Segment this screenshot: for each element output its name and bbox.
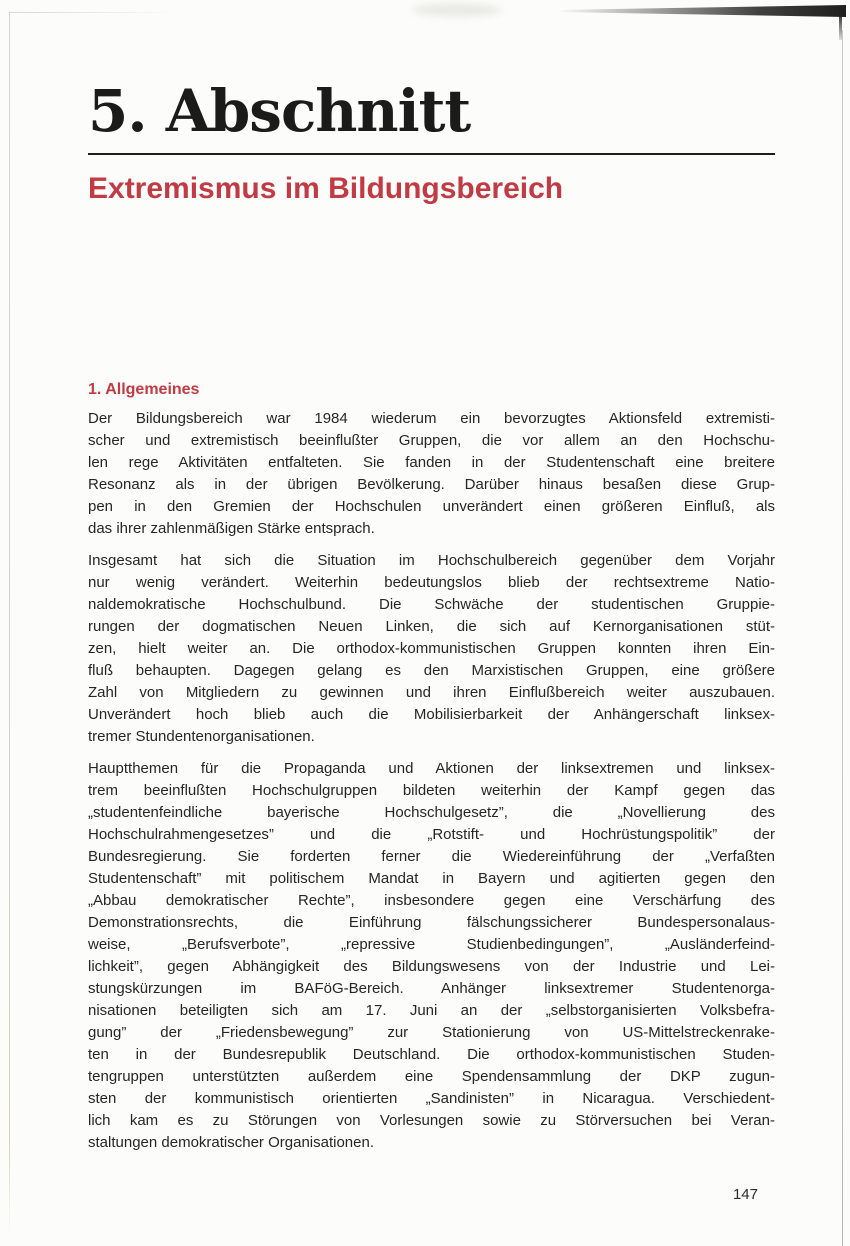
text-line: gung” der „Friedensbewegung” zur Stationierung von US-Mittelstreckenrake- <box>88 1024 775 1041</box>
text-line: sten der kommunistisch orientierten „Sandinisten” in Nicaragua. Verschiedent- <box>88 1090 775 1107</box>
text-line: Demonstrationsrechts, die Einführung fälschungssicherer Bundespersonalaus- <box>88 914 775 931</box>
text-line: rungen der dogmatischen Neuen Linken, die sich auf Kernorganisationen stüt- <box>88 618 775 635</box>
text-line: „Abbau demokratischer Rechte”, insbesondere gegen eine Verschärfung des <box>88 892 775 909</box>
text-line: fluß behaupten. Dagegen gelang es den Marxistischen Gruppen, eine größere <box>88 662 775 679</box>
text-line: zen, hielt weiter an. Die orthodox-kommunistischen Gruppen konnten ihren Ein- <box>88 640 775 657</box>
text-line: scher und extremistisch beeinflußter Gruppen, die vor allem an den Hochschu- <box>88 432 775 449</box>
page-number: 147 <box>732 1186 758 1203</box>
text-line: Hauptthemen für die Propaganda und Aktionen der linksextremen und linksex- <box>88 760 775 777</box>
page-edge-right-line <box>842 30 843 1246</box>
text-line: weise, „Berufsverbote”, „repressive Studienbedingungen”, „Ausländerfeind- <box>88 936 775 953</box>
text-line: das ihrer zahlenmäßigen Stärke entsprach. <box>88 520 375 537</box>
text-line: Unverändert hoch blieb auch die Mobilisierbarkeit der Anhängerschaft linksex- <box>88 706 775 723</box>
paragraph <box>88 550 775 748</box>
paragraph <box>88 408 775 540</box>
page-edge-top-left-line <box>9 12 177 13</box>
text-line: lichkeit”, gegen Abhängigkeit des Bildungswesens von der Industrie und Lei- <box>88 958 775 975</box>
text-line: stungskürzungen im BAFöG-Bereich. Anhänger linksextremer Studentenorga- <box>88 980 775 997</box>
text-line: Hochschulrahmengesetzes” und die „Rotstift- und Hochrüstungspolitik” der <box>88 826 775 843</box>
text-line: lich kam es zu Störungen von Vorlesungen sowie zu Störversuchen bei Veran- <box>88 1112 775 1129</box>
paragraph <box>88 758 775 1154</box>
text-line: trem beeinflußten Hochschulgruppen bildeten weiterhin der Kampf gegen das <box>88 782 775 799</box>
text-line: tremer Stundentenorganisationen. <box>88 728 315 745</box>
text-line: Studentenschaft” mit politischem Mandat in Bayern und agitierten gegen den <box>88 870 775 887</box>
heading-rule <box>88 153 775 155</box>
text-line: Resonanz als in der übrigen Bevölkerung. Darüber hinaus besaßen diese Grup- <box>88 476 775 493</box>
text-line: nisationen beteiligten sich am 17. Juni an der „selbstorganisierten Volksbefra- <box>88 1002 775 1019</box>
text-line: len rege Aktivitäten entfalteten. Sie fanden in der Studentenschaft eine breitere <box>88 454 775 471</box>
chapter-heading: 5. Abschnitt <box>88 77 471 145</box>
text-line: „studentenfeindliche bayerische Hochschulgesetz”, die „Novellierung des <box>88 804 775 821</box>
text-line: naldemokratische Hochschulbund. Die Schwäche der studentischen Gruppie- <box>88 596 775 613</box>
text-line: Zahl von Mitgliedern zu gewinnen und ihren Einflußbereich weiter auszubauen. <box>88 684 775 701</box>
text-line: tengruppen unterstützten außerdem eine Spendensammlung der DKP zugun- <box>88 1068 775 1085</box>
page-edge-left-line <box>9 12 10 1236</box>
section-title: 1. Allgemeines <box>88 381 200 398</box>
body-text <box>88 381 775 1164</box>
scan-shadow-top-right <box>556 5 846 17</box>
text-line: Bundesregierung. Sie forderten ferner die Wiedereinführung der „Verfaßten <box>88 848 775 865</box>
text-line: ten in der Bundesrepublik Deutschland. Die orthodox-kommunistischen Studen- <box>88 1046 775 1063</box>
text-line: pen in den Gremien der Hochschulen unverändert einen größeren Einfluß, als <box>88 498 775 515</box>
scan-smudge <box>412 4 502 16</box>
text-line: Der Bildungsbereich war 1984 wiederum ein bevorzugtes Aktionsfeld extremisti- <box>88 410 775 427</box>
page-header <box>88 77 775 206</box>
text-line: Insgesamt hat sich die Situation im Hochschulbereich gegenüber dem Vorjahr <box>88 552 775 569</box>
chapter-subtitle: Extremismus im Bildungsbereich <box>88 172 564 205</box>
text-line: nur wenig verändert. Weiterhin bedeutungslos blieb der rechtsextreme Natio- <box>88 574 775 591</box>
text-line: staltungen demokratischer Organisationen. <box>88 1134 374 1151</box>
